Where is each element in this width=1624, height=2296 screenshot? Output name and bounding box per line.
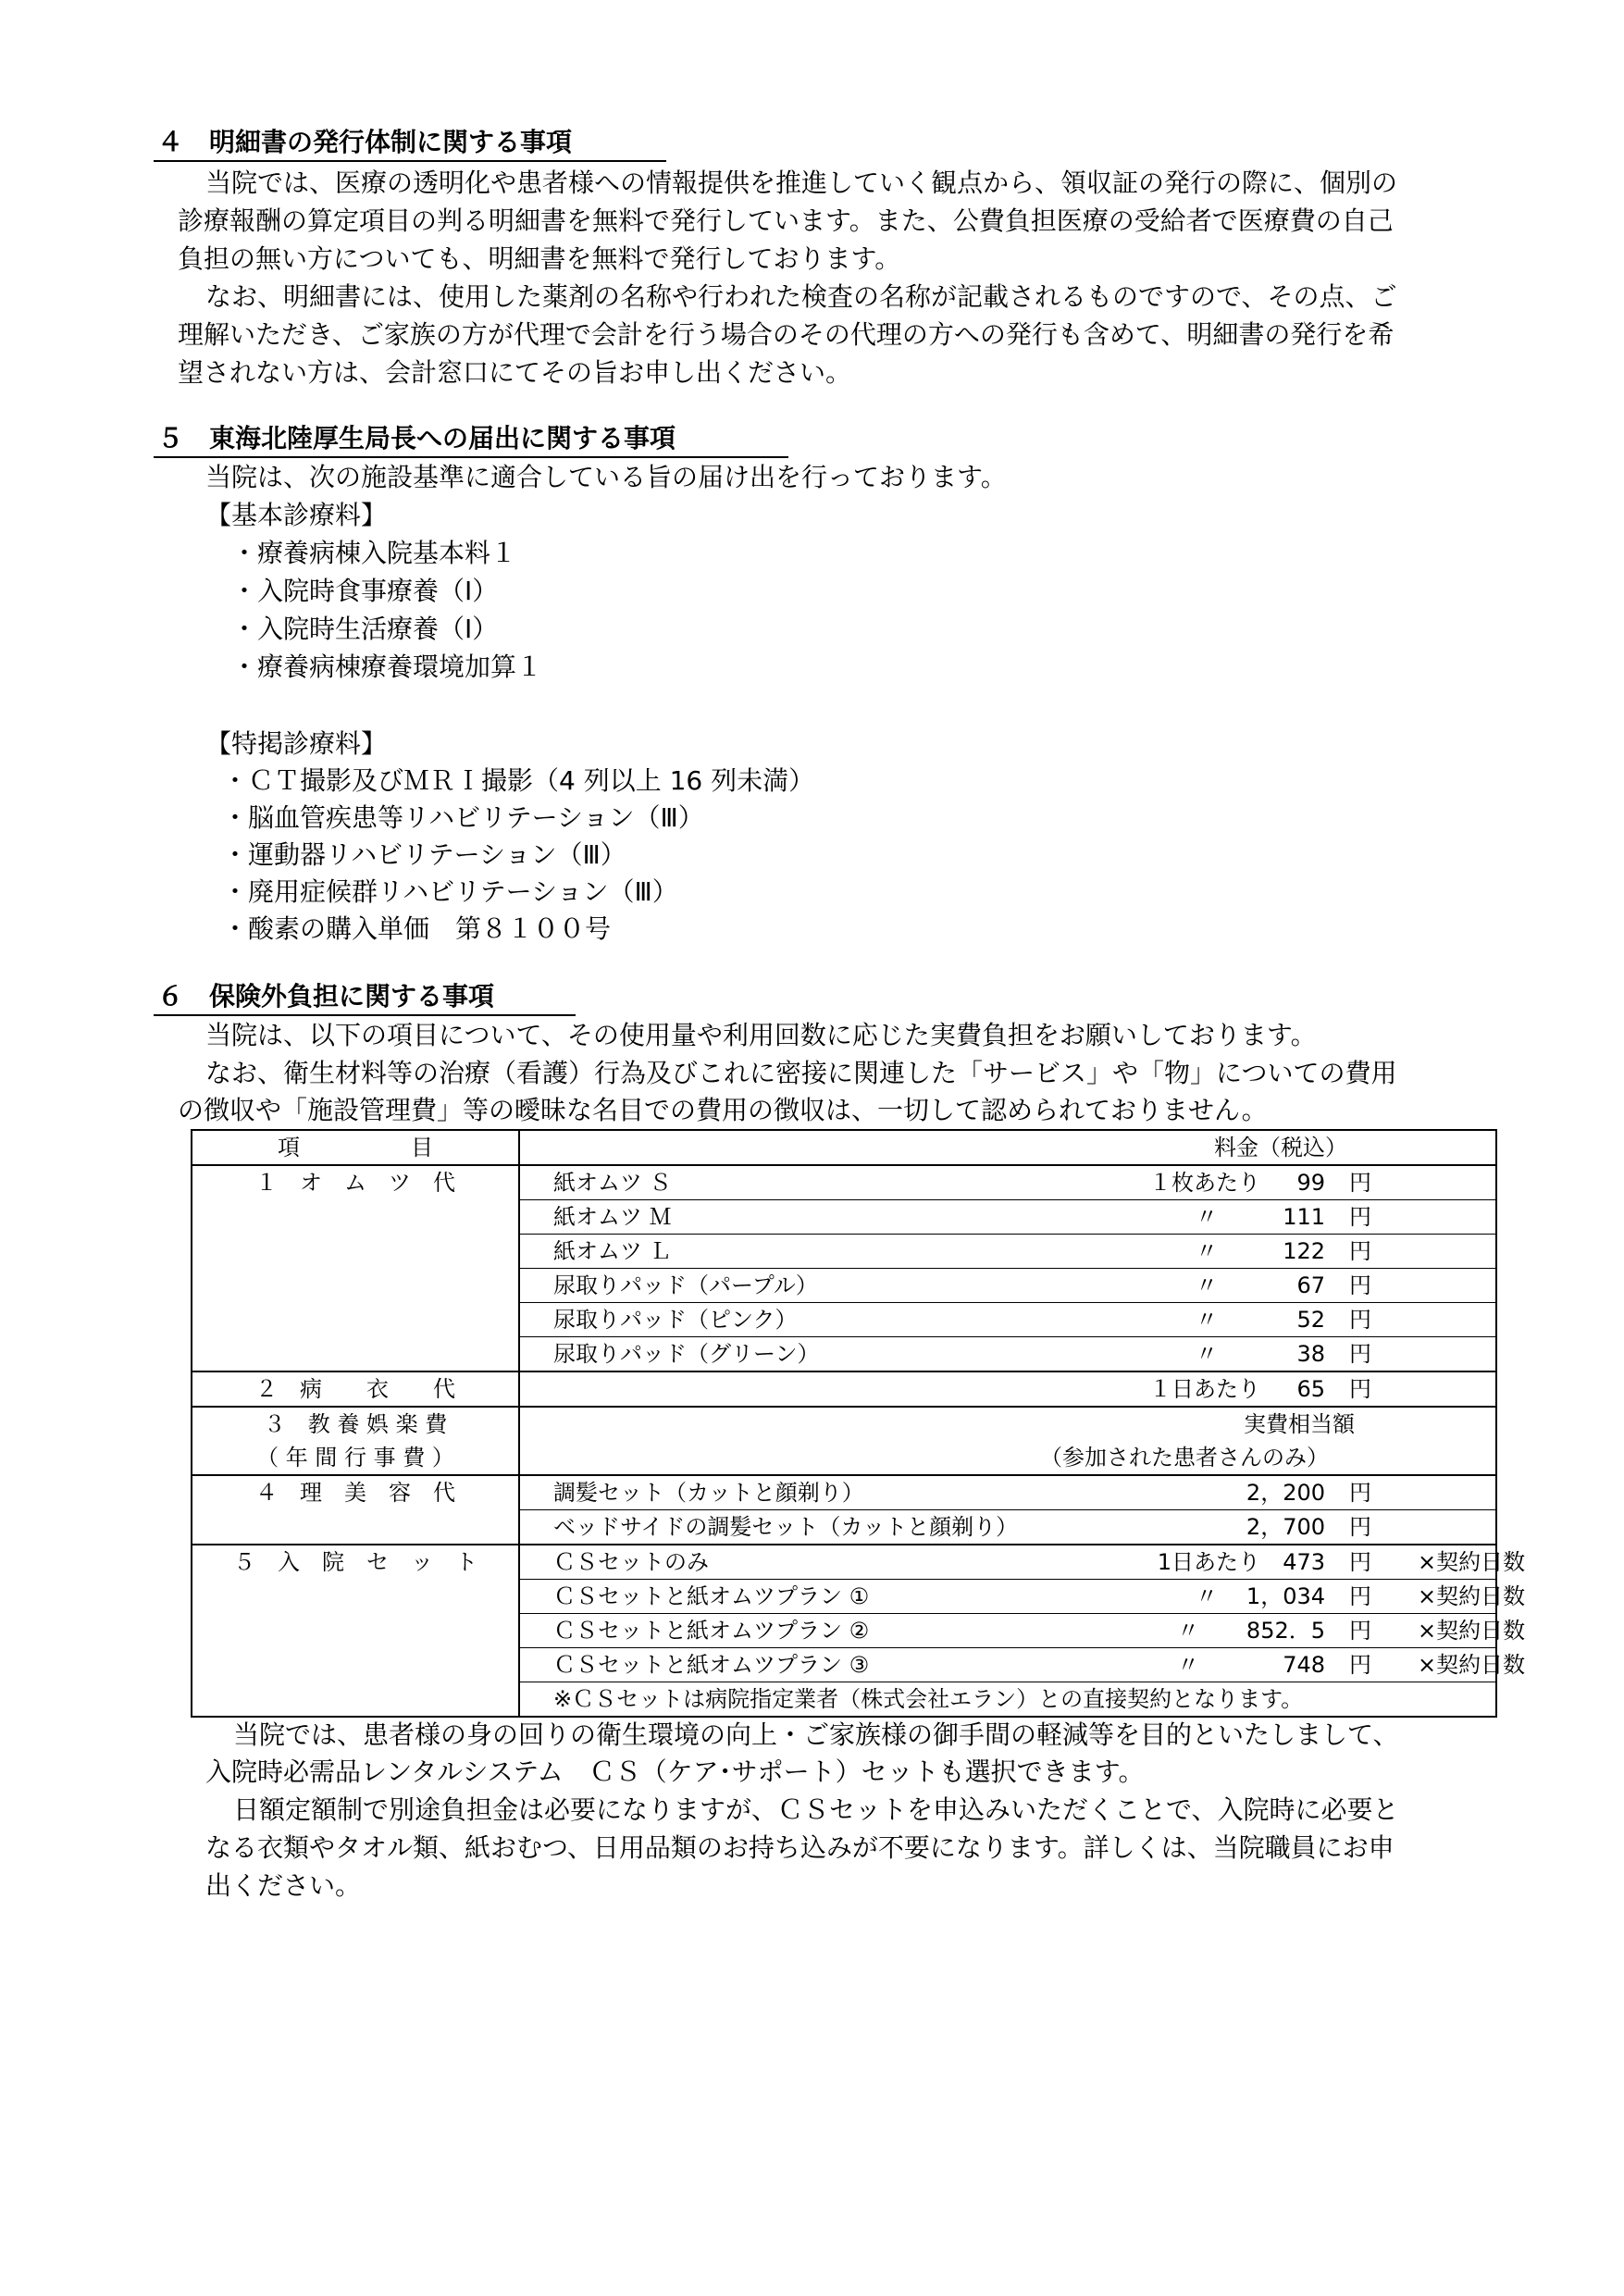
table-row [192,1545,1496,1580]
section6-heading: ６ 保険外負担に関する事項 [157,981,495,1011]
fee-amount: 67 [1296,1272,1325,1298]
section4-line: 負担の無い方についても、明細書を無料で発行しております。 [178,243,901,274]
diaper-label: １ オ ム ツ 代 [192,1165,519,1371]
table-row [192,1371,1496,1407]
fee-unit: 〃 [1196,1272,1218,1298]
section6-line: の徴収や「施設管理費」等の曖昧な名目での費用の徴収は、一切して認められておりません。 [178,1095,1268,1125]
fee-amount: 1，034 [1246,1583,1325,1609]
section5-intro: 当院は、次の施設基準に適合している旨の届け出を行っております。 [205,462,1007,492]
fee-amount: 65 [1296,1376,1325,1402]
special-fee-item: ・脳血管疾患等リハビリテーション（Ⅲ） [222,802,704,833]
table-row [192,1441,1496,1475]
fee-yen: 円 [1349,1341,1371,1367]
section4-line: 望されない方は、会計窓口にてその旨お申し出ください。 [178,357,852,388]
cs-set-label: ５ 入 院 セ ッ ト [192,1545,519,1717]
fee-amount: 38 [1296,1341,1325,1367]
section4-heading: ４ 明細書の発行体制に関する事項 [157,127,573,157]
special-fee-item: ・ＣＴ撮影及びＭＲＩ撮影（4 列以上 16 列未満） [222,765,815,796]
fee-name: ＣＳセットと紙オムツプラン ② [553,1618,870,1644]
fee-name: 紙オムツ Ｓ [553,1170,672,1196]
section4-line: 当院では、医療の透明化や患者様への情報提供を推進していく観点から、領収証の発行の際に、個別の [205,168,1398,198]
fee-amount: 473 [1283,1549,1325,1575]
fee-multiplier: ×契約日数 [1418,1583,1526,1609]
fee-yen: 円 [1349,1307,1371,1333]
fee-yen: 円 [1349,1618,1371,1644]
culture-fee: 実費相当額 [1244,1411,1355,1437]
fee-yen: 円 [1349,1480,1371,1506]
fee-name: ＣＳセットと紙オムツプラン ③ [553,1652,870,1678]
gown-label: ２ 病 衣 代 [192,1371,519,1407]
fee-amount: 99 [1296,1170,1325,1196]
basic-fee-item: ・入院時生活療養（Ⅰ） [231,614,499,644]
cs-description-line: 入院時必需品レンタルシステム ＣＳ（ケア･サポート）セットも選択できます。 [205,1756,1145,1787]
special-fee-item: ・酸素の購入単価 第８１００号 [222,913,612,944]
table-row [192,1165,1496,1200]
section4-heading-underline [154,160,666,162]
table-header-row [192,1130,1496,1165]
special-fees-title: 【特掲診療料】 [205,728,388,759]
fee-amount: 748 [1283,1652,1325,1678]
section6-line: 当院は、以下の項目について、その使用量や利用回数に応じた実費負担をお願いしております。 [205,1020,1317,1050]
fee-multiplier: ×契約日数 [1418,1549,1526,1575]
culture-fee-note: （参加された患者さんのみ） [1040,1445,1329,1471]
fee-multiplier: ×契約日数 [1418,1618,1526,1644]
section6-line: なお、衛生材料等の治療（看護）行為及びこれに密接に関連した「サービス」や「物」についての費用 [205,1058,1397,1088]
fee-unit: 〃 [1196,1238,1218,1264]
fee-name: ベッドサイドの調髪セット（カットと顔剃り） [553,1514,1019,1540]
special-fee-item: ・廃用症候群リハビリテーション（Ⅲ） [222,876,678,907]
section5-heading: ５ 東海北陸厚生局長への届出に関する事項 [157,423,676,453]
fee-name: ＣＳセットと紙オムツプラン ① [553,1583,870,1609]
fee-unit: 〃 [1177,1618,1199,1644]
cs-contract-note: ※ＣＳセットは病院指定業者（株式会社エラン）との直接契約となります。 [553,1686,1304,1712]
fee-unit: １枚あたり [1149,1170,1260,1196]
fee-yen: 円 [1349,1204,1371,1230]
cs-description-line: 日額定額制で別途負担金は必要になりますが、ＣＳセットを申込みいただくことで、入院時に必要と [233,1794,1399,1825]
header-item: 項 目 [192,1130,519,1165]
fee-unit: 〃 [1196,1204,1218,1230]
section6-heading-underline [154,1014,576,1016]
fee-yen: 円 [1349,1238,1371,1264]
culture-label: ３ 教 養 娯 楽 費 [192,1407,519,1441]
fee-amount: 852．5 [1246,1618,1325,1644]
fee-yen: 円 [1349,1514,1371,1540]
basic-fee-item: ・入院時食事療養（Ⅰ） [231,576,499,606]
section4-line: 診療報酬の算定項目の判る明細書を無料で発行しています。また、公費負担医療の受給者で医療費の自己 [178,205,1394,236]
fee-yen: 円 [1349,1272,1371,1298]
fee-unit: １日あたり [1149,1376,1260,1402]
fee-multiplier: ×契約日数 [1418,1652,1526,1678]
fee-name: 調髪セット（カットと顔剃り） [553,1480,864,1506]
basic-fees-title: 【基本診療料】 [205,500,388,530]
fee-unit: 〃 [1177,1652,1199,1678]
section5-heading-underline [154,456,788,458]
section4-line: なお、明細書には、使用した薬剤の名称や行われた検査の名称が記載されるものですので、その点、ご [205,281,1397,312]
fee-unit: 〃 [1196,1341,1218,1367]
section4-line: 理解いただき、ご家族の方が代理で会計を行う場合のその代理の方への発行も含めて、明細書の発行を希 [178,319,1395,350]
fee-unit: 〃 [1196,1307,1218,1333]
fee-name: 紙オムツ Ｍ [553,1204,672,1230]
header-fee: 料金（税込） [1214,1135,1347,1160]
culture-label-sub: （ 年 間 行 事 費 ） [192,1441,519,1475]
cs-description-line: なる衣類やタオル類、紙おむつ、日用品類のお持ち込みが不要になります。詳しくは、当院職員にお申 [205,1832,1395,1863]
cs-description-line: 出ください。 [205,1870,362,1901]
fee-yen: 円 [1349,1652,1371,1678]
fee-amount: 2，200 [1246,1480,1325,1506]
cs-description-line: 当院では、患者様の身の回りの衛生環境の向上・ご家族様の御手間の軽減等を目的といたしまして、 [233,1719,1399,1750]
fee-yen: 円 [1349,1549,1371,1575]
fee-amount: 111 [1283,1204,1325,1230]
special-fee-item: ・運動器リハビリテーション（Ⅲ） [222,839,626,870]
basic-fee-item: ・療養病棟療養環境加算１ [231,652,543,682]
fee-yen: 円 [1349,1170,1371,1196]
barber-label: ４ 理 美 容 代 [192,1475,519,1545]
fee-name: 尿取りパッド（グリーン） [553,1341,820,1367]
table-row [192,1407,1496,1441]
fee-yen: 円 [1349,1583,1371,1609]
fee-name: ＣＳセットのみ [553,1549,709,1575]
out-of-insurance-fee-table [191,1129,1526,1718]
fee-name: 紙オムツ Ｌ [553,1238,672,1264]
fee-amount: 52 [1296,1307,1325,1333]
fee-amount: 2，700 [1246,1514,1325,1540]
fee-unit: 1日あたり [1157,1549,1260,1575]
fee-amount: 122 [1283,1238,1325,1264]
fee-yen: 円 [1349,1376,1371,1402]
table-row [192,1475,1496,1510]
fee-name: 尿取りパッド（パープル） [553,1272,818,1298]
fee-unit: 〃 [1196,1583,1218,1609]
fee-name: 尿取りパッド（ピンク） [553,1307,798,1333]
basic-fee-item: ・療養病棟入院基本料１ [231,538,517,568]
